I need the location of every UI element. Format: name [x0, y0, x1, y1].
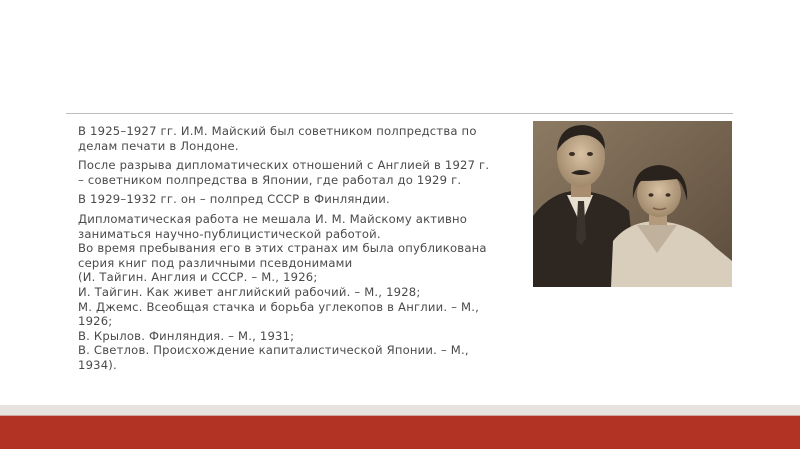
paragraph-london: [78, 124, 540, 153]
text-line: заниматься научно-публицистической работой.: [78, 226, 381, 241]
text-line: Дипломатическая работа не мешала И. М. Майскому активно: [78, 211, 468, 226]
text-line: делам печати в Лондоне.: [78, 138, 239, 153]
footer-band-accent: [0, 416, 800, 449]
text-line: В 1929–1932 гг. он – полпред СССР в Финляндии.: [78, 192, 390, 207]
photo-illustration: [533, 121, 732, 287]
text-line: М. Джемс. Всеобщая стачка и борьба углекопов в Англии. – М.,: [78, 299, 479, 314]
paragraph-finland: [78, 192, 540, 207]
body-text: [78, 124, 540, 373]
title-divider: [66, 113, 733, 114]
text-line: В. Крылов. Финляндия. – М., 1931;: [78, 328, 295, 343]
paragraph-publications: [78, 212, 540, 373]
text-line: В. Светлов. Происхождение капиталистической Японии. – М.,: [78, 343, 469, 358]
text-line: 1934).: [78, 357, 117, 372]
paragraph-japan: [78, 158, 540, 187]
text-line: серия книг под различными псевдонимами: [78, 255, 353, 270]
text-line: В 1925–1927 гг. И.М. Майский был советником полпредства по: [78, 124, 477, 138]
text-line: – советником полпредства в Японии, где работал до 1929 г.: [78, 172, 462, 187]
text-line: Во время пребывания его в этих странах им была опубликована: [78, 241, 487, 256]
text-line: (И. Тайгин. Англия и СССР. – М., 1926;: [78, 270, 318, 285]
historical-photo: [533, 121, 732, 287]
text-line: И. Тайгин. Как живет английский рабочий. – М., 1928;: [78, 284, 421, 299]
text-line: После разрыва дипломатических отношений с Англией в 1927 г.: [78, 158, 490, 173]
text-line: 1926;: [78, 314, 113, 329]
